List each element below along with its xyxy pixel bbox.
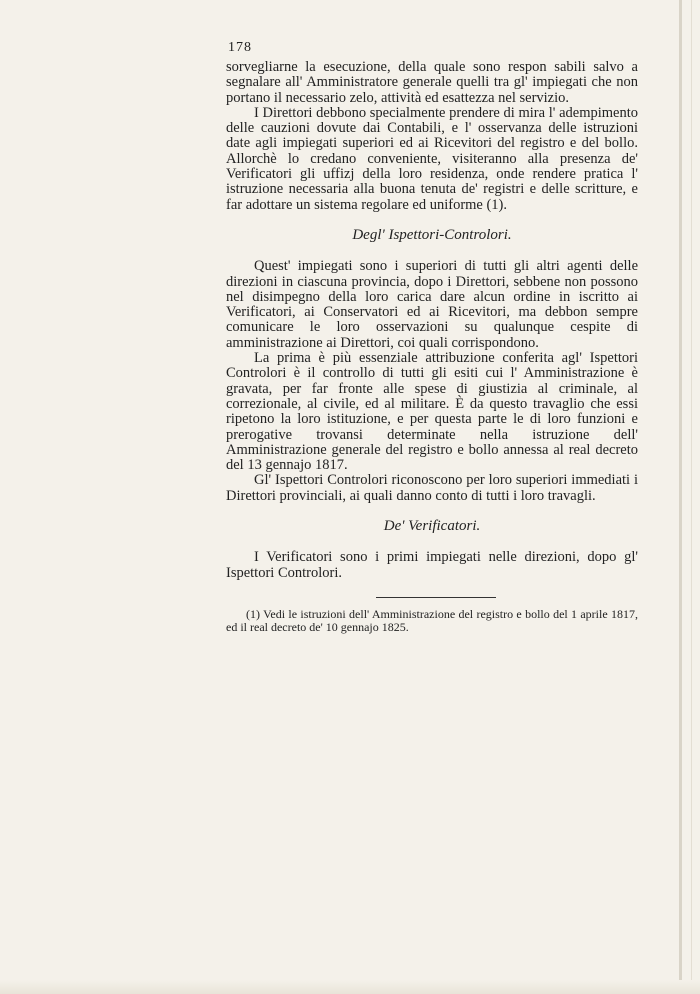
footnote-divider — [376, 597, 496, 598]
paragraph-continuation: sorvegliarne la esecuzione, della quale sono respon sabili salvo a segnalare all' Amministratore generale quelli tra gl' impiegati che non portano il necessario zelo, attività ed esattezza nel servizio. — [226, 59, 638, 106]
page-edge-line — [691, 0, 692, 994]
page-edge-shadow — [679, 0, 682, 994]
section-heading-verificatori: De' Verificatori. — [383, 518, 481, 535]
footnote: (1) Vedi le istruzioni dell' Amministrazione del registro e bollo del 1 aprile 1817, ed il real decreto de' 10 gennajo 1825. — [226, 606, 638, 634]
section-heading-ispettori: Degl' Ispettori-Controlori. — [352, 226, 512, 243]
bottom-page-shade — [0, 980, 700, 994]
paragraph-direttori: I Direttori debbono specialmente prendere di mira l' adempimento delle cauzioni dovute dai Contabili, e l' osservanza delle istruzioni date agli impiegati superiori ed ai Ricevitori del registro e del bollo. Allorchè lo credano conveniente, visiteranno alla presenza de' Verificatori gli uffizj della loro residenza, onde rendere pratica l' istruzione necessaria alla buona tenuta de' registri e delle scritture, e far adottare un sistema regolare ed uniforme (1). — [226, 104, 638, 213]
paragraph-ispettori-superiori: Quest' impiegati sono i superiori di tutti gli altri agenti delle direzioni in ciascuna provincia, dopo i Direttori, sebbene non possono nel disimpegno della loro carica dare alcun ordine in iscritto ai Verificatori, ai Conservatori ed ai Ricevitori, ma debbon sempre comunicare le loro osservazioni su qualunque cespite di amministrazione ai Direttori, coi quali corrispondono. — [226, 258, 638, 351]
paragraph-ispettori-dipendenza: Gl' Ispettori Controlori riconoscono per loro superiori immediati i Direttori provinciali, ai quali danno conto di tutti i loro travagli. — [226, 472, 638, 504]
page-body — [226, 60, 638, 634]
paragraph-ispettori-attribuzione: La prima è più essenziale attribuzione conferita agl' Ispettori Controlori è il controllo di tutti gli esiti cui l' Amministrazione è gravata, per far fronte alle spese di giustizia al criminale, al correzionale, al civile, ed al militare. È da questo travaglio che essi ripetono la loro istituzione, e per questa parte le di loro funzioni e prerogative trovansi determinate nella istruzione dell' Amministrazione generale del registro e bollo annessa al real decreto del 13 gennajo 1817. — [226, 350, 638, 474]
paragraph-verificatori: I Verificatori sono i primi impiegati nelle direzioni, dopo gl' Ispettori Controlori. — [226, 549, 638, 581]
page-number: 178 — [228, 40, 252, 55]
